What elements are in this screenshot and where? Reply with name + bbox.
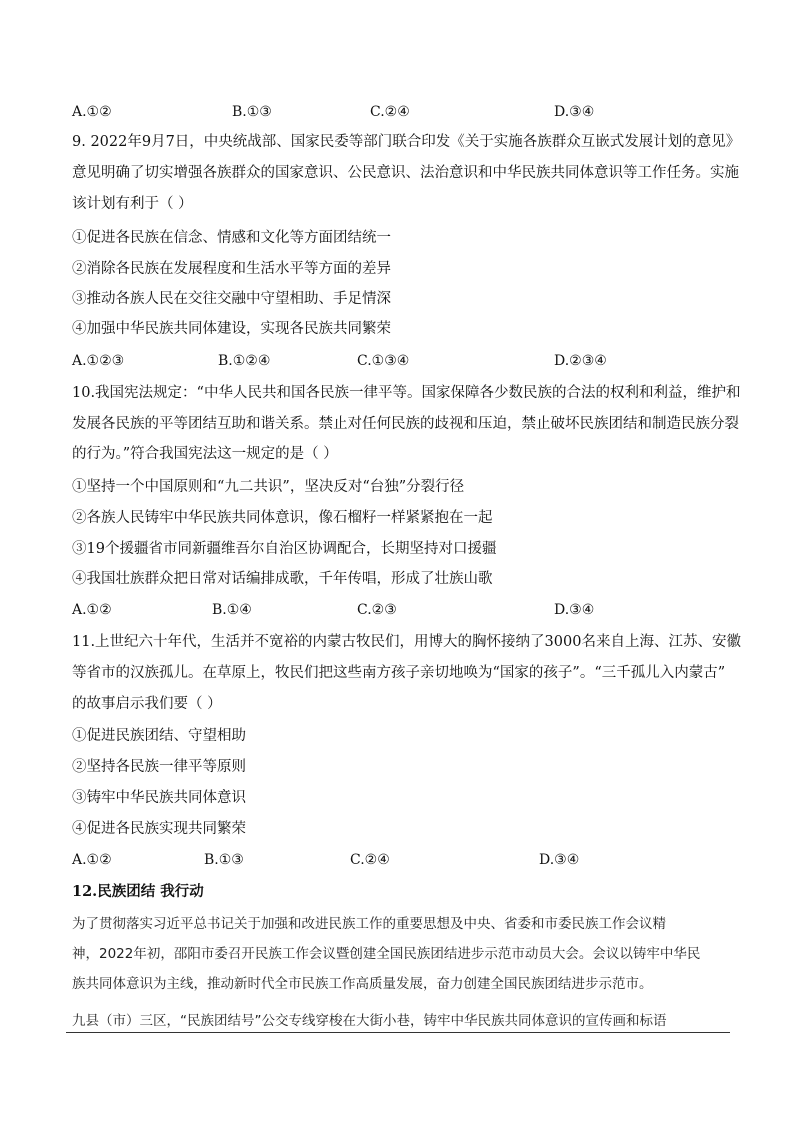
q10-option-d: D.③④	[554, 602, 595, 618]
q11-option-a: A.①②	[72, 852, 112, 868]
q10-item-2: ②各族人民铸牢中华民族共同体意识，像石榴籽一样紧紧抱在一起	[72, 510, 493, 526]
q9-stem-line-2: 意见明确了切实增强各族群众的国家意识、公民意识、法治意识和中华民族共同体意识等工作任务。实施	[72, 165, 739, 181]
q12-passage-line-2: 神，2022年初，邵阳市委召开民族工作会议暨创建全国民族团结进步示范市动员大会。会议以铸牢中华民	[72, 946, 701, 962]
q10-item-3: ③19个援疆省市同新疆维吾尔自治区协调配合，长期坚持对口援疆	[72, 541, 497, 557]
q12-title: 12.民族团结 我行动	[72, 883, 204, 900]
q12-passage-line-4: 九县（市）三区，“民族团结号”公交专线穿梭在大街小巷，铸牢中华民族共同体意识的宣传画和标语	[72, 1013, 667, 1029]
q10-stem-line-1: 10.我国宪法规定：“中华人民共和国各民族一律平等。国家保障各少数民族的合法的权利和利益，维护和	[72, 385, 741, 401]
q11-stem-line-2: 等省市的汉族孤儿。在草原上，牧民们把这些南方孩子亲切地唤为“国家的孩子”。“三千孤儿入内蒙古”	[72, 665, 726, 681]
q11-item-3: ③铸牢中华民族共同体意识	[72, 790, 246, 806]
q10-stem-line-3: 的行为。”符合我国宪法这一规定的是（ ）	[72, 446, 338, 462]
q11-item-1: ①促进民族团结、守望相助	[72, 728, 246, 744]
q8-option-a: A.①②	[72, 104, 112, 120]
q10-option-a: A.①②	[72, 602, 112, 618]
footer-divider	[66, 1032, 730, 1033]
q10-option-b: B.①④	[212, 602, 252, 618]
q11-option-b: B.①③	[204, 852, 244, 868]
q12-passage-line-1: 为了贯彻落实习近平总书记关于加强和改进民族工作的重要思想及中央、省委和市委民族工作会议精	[72, 916, 666, 932]
q9-item-2: ②消除各民族在发展程度和生活水平等方面的差异	[72, 261, 391, 277]
q9-option-c: C.①③④	[357, 353, 410, 369]
q9-item-4: ④加强中华民族共同体建设，实现各民族共同繁荣	[72, 321, 391, 337]
q10-item-4: ④我国壮族群众把日常对话编排成歌，千年传唱，形成了壮族山歌	[72, 571, 493, 587]
q9-stem-line-1: 9. 2022年9月7日，中央统战部、国家民委等部门联合印发《关于实施各族群众互嵌式发展计划的意见》	[72, 134, 741, 150]
q11-item-4: ④促进各民族实现共同繁荣	[72, 821, 246, 837]
q9-item-1: ①促进各民族在信念、情感和文化等方面团结统一	[72, 230, 391, 246]
q11-item-2: ②坚持各民族一律平等原则	[72, 759, 246, 775]
q9-item-3: ③推动各族人民在交往交融中守望相助、手足情深	[72, 291, 391, 307]
q8-option-b: B.①③	[232, 104, 272, 120]
q9-option-d: D.②③④	[554, 353, 607, 369]
q8-option-d: D.③④	[554, 104, 595, 120]
q12-passage-line-3: 族共同体意识为主线，推动新时代全市民族工作高质量发展，奋力创建全国民族团结进步示范市。	[72, 976, 653, 992]
q11-option-c: C.②④	[350, 852, 390, 868]
q10-option-c: C.②③	[357, 602, 397, 618]
q11-option-d: D.③④	[539, 852, 580, 868]
q9-option-b: B.①②④	[218, 353, 271, 369]
q11-stem-line-3: 的故事启示我们要（ ）	[72, 696, 222, 712]
q10-item-1: ①坚持一个中国原则和“九二共识”，坚决反对“台独”分裂行径	[72, 479, 465, 495]
q9-stem-line-3: 该计划有利于（ ）	[72, 196, 193, 212]
q9-option-a: A.①②③	[72, 353, 125, 369]
q8-option-c: C.②④	[370, 104, 410, 120]
q11-stem-line-1: 11.上世纪六十年代，生活并不宽裕的内蒙古牧民们，用博大的胸怀接纳了3000名来自上海、江苏、安徽	[72, 634, 741, 650]
q10-stem-line-2: 发展各民族的平等团结互助和谐关系。禁止对任何民族的歧视和压迫，禁止破坏民族团结和制造民族分裂	[72, 416, 739, 432]
